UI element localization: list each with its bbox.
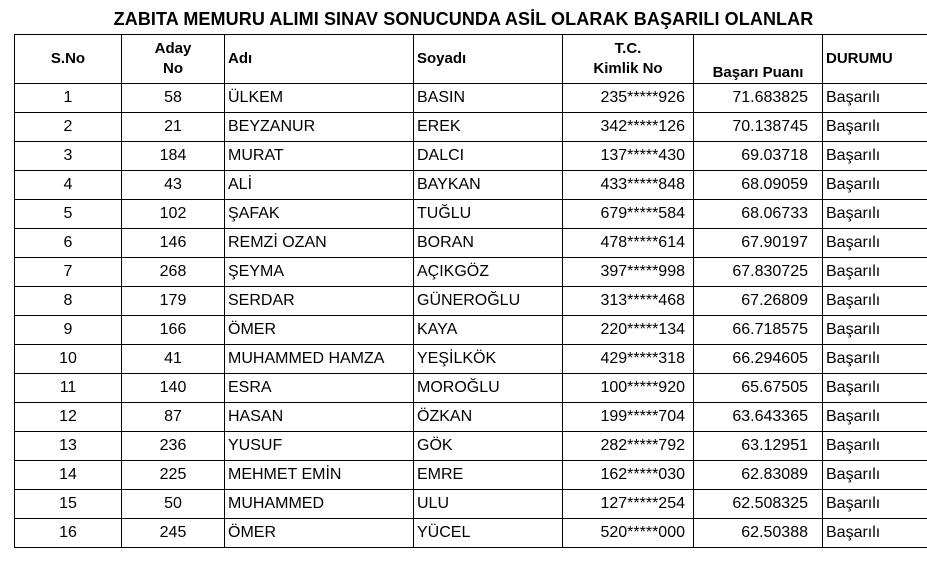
table-row xyxy=(15,403,927,432)
cell-tc-kimlik-no: 433*****848 xyxy=(563,171,694,200)
cell-tc-kimlik-no: 235*****926 xyxy=(563,84,694,113)
cell-soyadi: EMRE xyxy=(414,461,563,490)
cell-durumu: Başarılı xyxy=(823,403,927,432)
table-row xyxy=(15,316,927,345)
cell-tc-kimlik-no: 679*****584 xyxy=(563,200,694,229)
header-adi: Adı xyxy=(225,35,414,84)
cell-aday-no: 43 xyxy=(122,171,225,200)
cell-tc-kimlik-no: 478*****614 xyxy=(563,229,694,258)
cell-tc-kimlik-no: 137*****430 xyxy=(563,142,694,171)
cell-sno: 10 xyxy=(15,345,122,374)
cell-adi: REMZİ OZAN xyxy=(225,229,414,258)
header-aday-line2: No xyxy=(163,60,183,77)
cell-sno: 1 xyxy=(15,84,122,113)
table-row xyxy=(15,171,927,200)
cell-durumu: Başarılı xyxy=(823,345,927,374)
cell-aday-no: 245 xyxy=(122,519,225,548)
cell-basari-puani: 68.09059 xyxy=(694,171,823,200)
table-row xyxy=(15,461,927,490)
cell-aday-no: 21 xyxy=(122,113,225,142)
cell-sno: 3 xyxy=(15,142,122,171)
cell-sno: 8 xyxy=(15,287,122,316)
cell-basari-puani: 70.138745 xyxy=(694,113,823,142)
cell-sno: 15 xyxy=(15,490,122,519)
results-table xyxy=(14,34,927,548)
header-sno: S.No xyxy=(15,35,122,84)
cell-durumu: Başarılı xyxy=(823,461,927,490)
cell-tc-kimlik-no: 313*****468 xyxy=(563,287,694,316)
cell-aday-no: 87 xyxy=(122,403,225,432)
table-row xyxy=(15,113,927,142)
cell-adi: MEHMET EMİN xyxy=(225,461,414,490)
cell-basari-puani: 66.294605 xyxy=(694,345,823,374)
cell-soyadi: DALCI xyxy=(414,142,563,171)
cell-sno: 16 xyxy=(15,519,122,548)
cell-soyadi: EREK xyxy=(414,113,563,142)
cell-aday-no: 179 xyxy=(122,287,225,316)
cell-tc-kimlik-no: 429*****318 xyxy=(563,345,694,374)
table-row xyxy=(15,200,927,229)
cell-basari-puani: 62.50388 xyxy=(694,519,823,548)
cell-soyadi: ÖZKAN xyxy=(414,403,563,432)
cell-aday-no: 225 xyxy=(122,461,225,490)
cell-tc-kimlik-no: 342*****126 xyxy=(563,113,694,142)
cell-durumu: Başarılı xyxy=(823,432,927,461)
cell-sno: 12 xyxy=(15,403,122,432)
header-aday-line1: Aday xyxy=(154,40,192,57)
cell-sno: 11 xyxy=(15,374,122,403)
cell-soyadi: YEŞİLKÖK xyxy=(414,345,563,374)
cell-aday-no: 236 xyxy=(122,432,225,461)
cell-soyadi: YÜCEL xyxy=(414,519,563,548)
cell-adi: ÖMER xyxy=(225,316,414,345)
cell-basari-puani: 62.508325 xyxy=(694,490,823,519)
cell-aday-no: 50 xyxy=(122,490,225,519)
cell-basari-puani: 69.03718 xyxy=(694,142,823,171)
cell-tc-kimlik-no: 127*****254 xyxy=(563,490,694,519)
cell-durumu: Başarılı xyxy=(823,316,927,345)
header-tc-line2: Kimlik No xyxy=(593,60,663,77)
header-tc-kimlik-no xyxy=(563,35,694,84)
cell-soyadi: BAYKAN xyxy=(414,171,563,200)
cell-durumu: Başarılı xyxy=(823,171,927,200)
cell-durumu: Başarılı xyxy=(823,490,927,519)
cell-basari-puani: 65.67505 xyxy=(694,374,823,403)
cell-soyadi: AÇIKGÖZ xyxy=(414,258,563,287)
cell-adi: MUHAMMED HAMZA xyxy=(225,345,414,374)
cell-sno: 2 xyxy=(15,113,122,142)
table-header xyxy=(15,35,927,84)
cell-adi: ESRA xyxy=(225,374,414,403)
cell-durumu: Başarılı xyxy=(823,519,927,548)
cell-basari-puani: 63.643365 xyxy=(694,403,823,432)
cell-soyadi: ULU xyxy=(414,490,563,519)
cell-tc-kimlik-no: 520*****000 xyxy=(563,519,694,548)
cell-tc-kimlik-no: 100*****920 xyxy=(563,374,694,403)
cell-adi: MURAT xyxy=(225,142,414,171)
table-row xyxy=(15,142,927,171)
cell-basari-puani: 68.06733 xyxy=(694,200,823,229)
cell-durumu: Başarılı xyxy=(823,374,927,403)
cell-sno: 6 xyxy=(15,229,122,258)
cell-basari-puani: 62.83089 xyxy=(694,461,823,490)
cell-aday-no: 140 xyxy=(122,374,225,403)
cell-durumu: Başarılı xyxy=(823,287,927,316)
document-title: ZABITA MEMURU ALIMI SINAV SONUCUNDA ASİL OLARAK BAŞARILI OLANLAR xyxy=(113,9,814,29)
header-row xyxy=(15,35,927,84)
cell-basari-puani: 67.830725 xyxy=(694,258,823,287)
table-row xyxy=(15,258,927,287)
cell-sno: 9 xyxy=(15,316,122,345)
cell-durumu: Başarılı xyxy=(823,258,927,287)
cell-durumu: Başarılı xyxy=(823,200,927,229)
cell-sno: 7 xyxy=(15,258,122,287)
header-durumu: DURUMU xyxy=(823,35,927,84)
cell-aday-no: 166 xyxy=(122,316,225,345)
cell-adi: SERDAR xyxy=(225,287,414,316)
cell-aday-no: 184 xyxy=(122,142,225,171)
cell-aday-no: 146 xyxy=(122,229,225,258)
cell-aday-no: 268 xyxy=(122,258,225,287)
cell-aday-no: 102 xyxy=(122,200,225,229)
cell-basari-puani: 66.718575 xyxy=(694,316,823,345)
header-basari-puani: Başarı Puanı xyxy=(694,35,823,84)
table-body xyxy=(15,84,927,548)
cell-durumu: Başarılı xyxy=(823,113,927,142)
cell-basari-puani: 67.90197 xyxy=(694,229,823,258)
cell-sno: 5 xyxy=(15,200,122,229)
cell-sno: 4 xyxy=(15,171,122,200)
table-row xyxy=(15,84,927,113)
cell-basari-puani: 71.683825 xyxy=(694,84,823,113)
table-row xyxy=(15,287,927,316)
cell-adi: ŞEYMA xyxy=(225,258,414,287)
cell-basari-puani: 67.26809 xyxy=(694,287,823,316)
header-tc-line1: T.C. xyxy=(614,40,642,57)
cell-soyadi: BASIN xyxy=(414,84,563,113)
cell-basari-puani: 63.12951 xyxy=(694,432,823,461)
cell-soyadi: MOROĞLU xyxy=(414,374,563,403)
cell-tc-kimlik-no: 220*****134 xyxy=(563,316,694,345)
cell-adi: MUHAMMED xyxy=(225,490,414,519)
cell-adi: YUSUF xyxy=(225,432,414,461)
table-row xyxy=(15,345,927,374)
cell-durumu: Başarılı xyxy=(823,84,927,113)
cell-tc-kimlik-no: 199*****704 xyxy=(563,403,694,432)
cell-sno: 14 xyxy=(15,461,122,490)
header-soyadi: Soyadı xyxy=(414,35,563,84)
cell-soyadi: TUĞLU xyxy=(414,200,563,229)
cell-durumu: Başarılı xyxy=(823,229,927,258)
cell-aday-no: 58 xyxy=(122,84,225,113)
cell-soyadi: GÖK xyxy=(414,432,563,461)
cell-adi: ÜLKEM xyxy=(225,84,414,113)
header-aday-no xyxy=(122,35,225,84)
cell-sno: 13 xyxy=(15,432,122,461)
cell-tc-kimlik-no: 162*****030 xyxy=(563,461,694,490)
cell-tc-kimlik-no: 397*****998 xyxy=(563,258,694,287)
cell-durumu: Başarılı xyxy=(823,142,927,171)
table-row xyxy=(15,519,927,548)
cell-adi: ALİ xyxy=(225,171,414,200)
cell-tc-kimlik-no: 282*****792 xyxy=(563,432,694,461)
table-row xyxy=(15,374,927,403)
cell-soyadi: GÜNEROĞLU xyxy=(414,287,563,316)
cell-aday-no: 41 xyxy=(122,345,225,374)
cell-adi: ŞAFAK xyxy=(225,200,414,229)
cell-adi: HASAN xyxy=(225,403,414,432)
cell-soyadi: BORAN xyxy=(414,229,563,258)
cell-soyadi: KAYA xyxy=(414,316,563,345)
table-row xyxy=(15,490,927,519)
table-row xyxy=(15,229,927,258)
cell-adi: ÖMER xyxy=(225,519,414,548)
cell-adi: BEYZANUR xyxy=(225,113,414,142)
table-row xyxy=(15,432,927,461)
